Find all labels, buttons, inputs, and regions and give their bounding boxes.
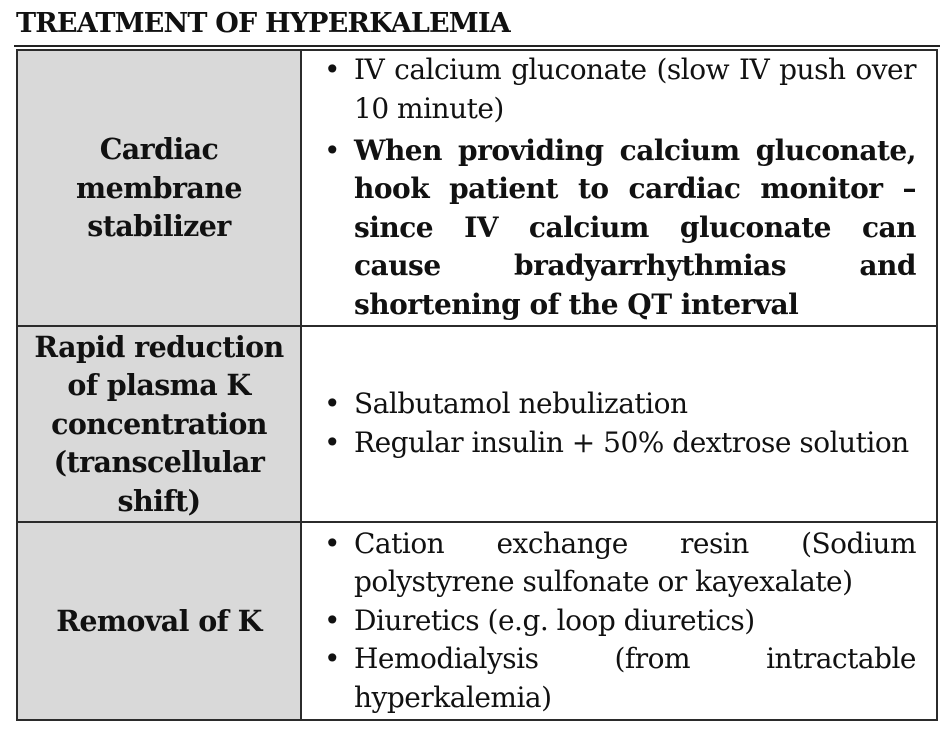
list-item: • Diuretics (e.g. loop diuretics) xyxy=(324,602,916,641)
list-item: • Salbutamol nebulization xyxy=(324,385,916,424)
table-row-removal xyxy=(17,522,937,720)
table-row-cardiac xyxy=(17,50,937,326)
list-item: • Hemodialysis (from intractable hyperkalemia) xyxy=(324,640,916,717)
list-item: • Regular insulin + 50% dextrose solution xyxy=(324,424,916,463)
category-line: of plasma K xyxy=(67,368,251,403)
category-line: concentration xyxy=(51,406,267,441)
page-title: TREATMENT OF HYPERKALEMIA xyxy=(16,8,510,39)
category-line: stabilizer xyxy=(87,209,231,244)
bullet-list xyxy=(324,385,916,462)
list-item: • Cation exchange resin (Sodium polystyrene sulfonate or kayexalate) xyxy=(324,525,916,602)
bullet-list xyxy=(324,51,916,324)
table-row-transcellular xyxy=(17,326,937,522)
list-item: • When providing calcium gluconate, hook patient to cardiac monitor – since IV calcium gluconate can cause bradyarrhythmias and shortening of the QT interval xyxy=(324,132,916,325)
detail-cell xyxy=(301,50,937,326)
category-line: membrane xyxy=(76,170,242,205)
category-cell xyxy=(17,522,301,720)
category-cell xyxy=(17,50,301,326)
category-line: Cardiac xyxy=(99,132,219,167)
category-line: shift) xyxy=(117,483,201,518)
detail-cell xyxy=(301,522,937,720)
category-line: Removal of K xyxy=(56,603,262,638)
list-item: • IV calcium gluconate (slow IV push over 10 minute) xyxy=(324,51,916,128)
bullet-list xyxy=(324,525,916,718)
detail-cell xyxy=(301,326,937,522)
treatment-table xyxy=(16,49,938,721)
title-underline xyxy=(14,45,940,47)
category-line: Rapid reduction xyxy=(34,329,284,364)
category-line: (transcellular xyxy=(53,445,265,480)
category-cell xyxy=(17,326,301,522)
